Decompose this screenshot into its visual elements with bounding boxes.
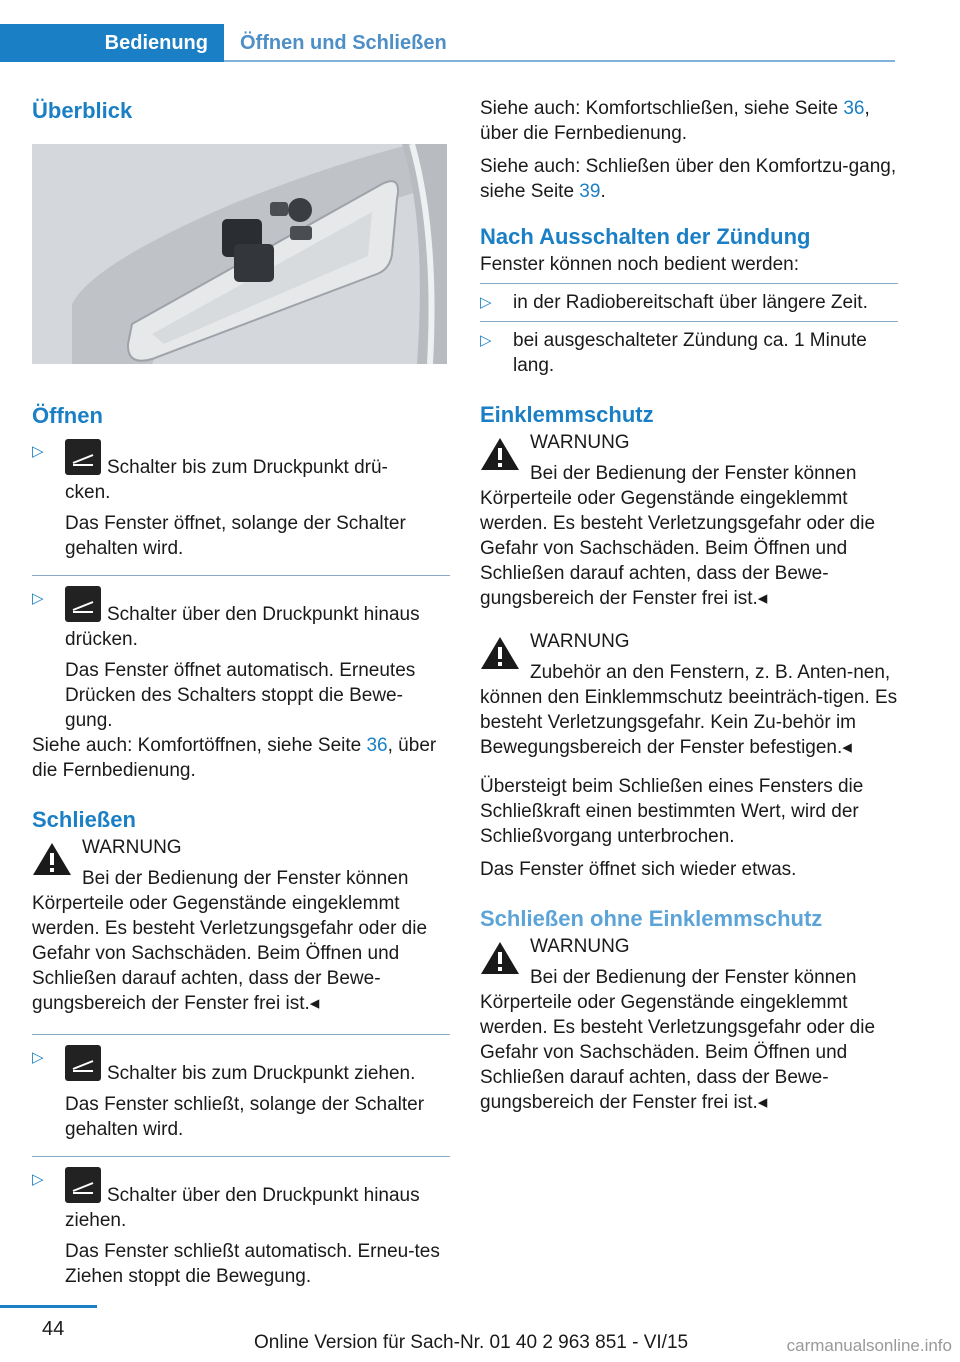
open-item-1-lead: Schalter bis zum Druckpunkt drü- xyxy=(107,457,388,478)
after-ignition-intro: Fenster können noch bedient werden: xyxy=(480,254,799,275)
footer-rule xyxy=(0,1305,97,1308)
page-number: 44 xyxy=(42,1318,65,1340)
close-item-2-lead: Schalter über den Druckpunkt hinaus xyxy=(107,1185,420,1206)
divider xyxy=(32,1156,450,1157)
divider xyxy=(480,321,898,322)
after-ignition-item-2 xyxy=(480,328,898,378)
open-item-2-desc: Das Fenster öffnet automatisch. Erneutes Drücken des Schalters stoppt die Bewe-gung. xyxy=(65,660,416,731)
right-column xyxy=(480,96,898,1115)
bullet-triangle-icon: ▷ xyxy=(32,590,44,607)
bullet-triangle-icon: ▷ xyxy=(32,1049,44,1066)
chapter-tab[interactable]: Öffnen und Schließen xyxy=(240,32,447,54)
left-column xyxy=(32,96,450,1289)
page-link-39[interactable]: 39 xyxy=(579,181,601,202)
window-switch-icon xyxy=(65,1045,101,1081)
window-switch-icon xyxy=(65,586,101,622)
warning-pinch-1 xyxy=(480,430,898,611)
header-bar xyxy=(0,24,895,62)
header-rule xyxy=(224,60,895,62)
close-item-1-lead: Schalter bis zum Druckpunkt ziehen. xyxy=(107,1063,416,1084)
page-link-36[interactable]: 36 xyxy=(843,98,865,119)
divider xyxy=(32,1034,450,1035)
warning-no-pinch-text: Bei der Bedienung der Fenster können Körperteile oder Gegenstände eingeklemmt werden. Es besteht Verletzungsgefahr oder die Gefahr von Sachschäden. Beim Öffnen und Schließen darauf achten, dass der Bewe-gungsbereich der Fenster frei ist.◂ xyxy=(480,967,876,1113)
warning-triangle-icon xyxy=(480,635,520,671)
after-ignition-item-2-text: bei ausgeschalteter Zündung ca. 1 Minute lang. xyxy=(513,330,867,376)
bullet-triangle-icon: ▷ xyxy=(32,1171,44,1188)
warning-triangle-icon xyxy=(480,436,520,472)
close-item-1-desc: Das Fenster schließt, solange der Schalter gehalten wird. xyxy=(65,1094,425,1140)
see-also-open: Siehe auch: Komfortöffnen, siehe Seite 36, über die Fernbedienung. xyxy=(32,735,437,781)
warning-label: WARNUNG xyxy=(530,936,630,957)
open-item-2 xyxy=(32,586,450,733)
warning-label: WARNUNG xyxy=(530,631,630,652)
close-item-1 xyxy=(32,1045,450,1142)
open-item-2-lead: Schalter über den Druckpunkt hinaus xyxy=(107,604,420,625)
bullet-triangle-icon: ▷ xyxy=(480,294,492,311)
bullet-triangle-icon: ▷ xyxy=(480,332,492,349)
heading-pinch-protection: Einklemmschutz xyxy=(480,402,654,427)
open-item-1 xyxy=(32,439,450,561)
see-also-access: Siehe auch: Schließen über den Komfortzu-gang, siehe Seite 39. xyxy=(480,156,897,202)
warning-pinch-2-text: Zubehör an den Fenstern, z. B. Anten-nen, können den Einklemmschutz beeinträch-tigen. Es besteht Verletzungsgefahr. Kein Zu-behör im Bewegungsbereich der Fenster befestigen.◂ xyxy=(480,662,898,758)
warning-label: WARNUNG xyxy=(82,837,182,858)
close-item-2-lead2: ziehen. xyxy=(65,1210,127,1231)
warning-no-pinch xyxy=(480,934,898,1115)
bullet-triangle-icon: ▷ xyxy=(32,443,44,460)
window-switch-icon xyxy=(65,439,101,475)
heading-overview: Überblick xyxy=(32,98,133,123)
warning-triangle-icon xyxy=(32,841,72,877)
warning-pinch-2 xyxy=(480,629,898,760)
see-also-close: Siehe auch: Komfortschließen, siehe Seite 36, über die Fernbedienung. xyxy=(480,98,870,144)
close-item-2 xyxy=(32,1167,450,1289)
divider xyxy=(32,575,450,576)
close-item-2-desc: Das Fenster schließt automatisch. Erneu-tes Ziehen stoppt die Bewegung. xyxy=(65,1241,440,1287)
door-switch-photo xyxy=(32,144,447,364)
page-link-36[interactable]: 36 xyxy=(366,735,388,756)
window-switch-icon xyxy=(65,1167,101,1203)
after-ignition-item-1 xyxy=(480,290,898,315)
divider xyxy=(480,283,898,284)
after-ignition-item-1-text: in der Radiobereitschaft über längere Zeit. xyxy=(513,292,868,313)
open-item-2-lead2: drücken. xyxy=(65,629,138,650)
heading-close: Schließen xyxy=(32,807,136,832)
heading-after-ignition: Nach Ausschalten der Zündung xyxy=(480,224,811,249)
warning-close xyxy=(32,835,450,1016)
online-version: Online Version für Sach-Nr. 01 40 2 963 851 - VI/15 xyxy=(254,1332,689,1353)
pinch-text-1: Übersteigt beim Schließen eines Fensters die Schließkraft einen bestimmten Wert, wird der Schließvorgang unterbrochen. xyxy=(480,776,864,847)
warning-label: WARNUNG xyxy=(530,432,630,453)
pinch-text-2: Das Fenster öffnet sich wieder etwas. xyxy=(480,859,797,880)
heading-close-no-pinch: Schließen ohne Einklemmschutz xyxy=(480,906,823,931)
warning-close-text: Bei der Bedienung der Fenster können Körperteile oder Gegenstände eingeklemmt werden. Es besteht Verletzungsgefahr oder die Gefahr von Sachschäden. Beim Öffnen und Schließen darauf achten, dass der Bewe-gungsbereich der Fenster frei ist.◂ xyxy=(32,868,428,1014)
section-tab[interactable]: Bedienung xyxy=(0,24,224,62)
watermark: carmanualsonline.info xyxy=(786,1336,952,1355)
warning-triangle-icon xyxy=(480,940,520,976)
open-item-1-desc: Das Fenster öffnet, solange der Schalter gehalten wird. xyxy=(65,513,406,559)
warning-pinch-1-text: Bei der Bedienung der Fenster können Körperteile oder Gegenstände eingeklemmt werden. Es besteht Verletzungsgefahr oder die Gefahr von Sachschäden. Beim Öffnen und Schließen darauf achten, dass der Bewe-gungsbereich der Fenster frei ist.◂ xyxy=(480,463,876,609)
heading-open: Öffnen xyxy=(32,403,103,428)
open-item-1-lead2: cken. xyxy=(65,482,111,503)
